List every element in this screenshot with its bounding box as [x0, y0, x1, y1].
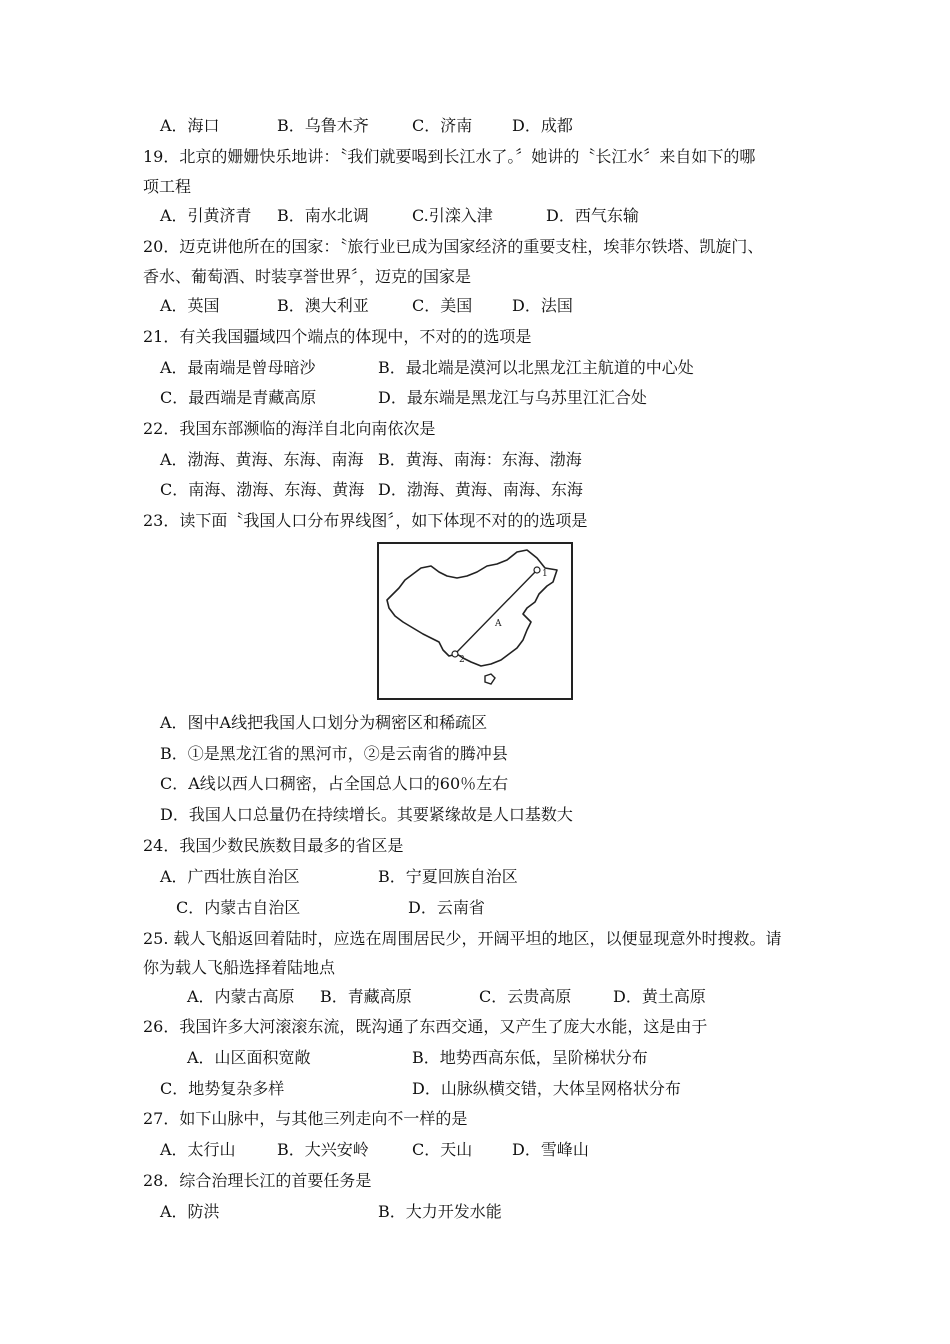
q21-option-c: C．最西端是青藏高原 [160, 388, 317, 407]
q18-option-a: A．海口 [160, 116, 220, 135]
q25-stem-line2: 你为载人飞船选择着陆地点 [143, 958, 336, 977]
q25-option-d: D．黄土高原 [613, 987, 706, 1006]
q25-stem-line1: 25. 载人飞船返回着陆时，应选在周围居民少，开阔平坦的地区，以便显现意外时搜救。请 [143, 929, 782, 948]
q24-option-a: A．广西壮族自治区 [160, 867, 300, 886]
q19-option-b: B．南水北调 [277, 206, 369, 225]
q23-option-a: A．图中A线把我国人口划分为稠密区和稀疏区 [160, 713, 488, 732]
map-label-1: 1 [542, 569, 548, 579]
q24-option-b: B．宁夏回族自治区 [378, 867, 518, 886]
q18-option-c: C．济南 [412, 116, 473, 135]
q22-option-b: B．黄海、南海：东海、渤海 [378, 450, 582, 469]
q22-option-c: C．南海、渤海、东海、黄海 [160, 480, 365, 499]
q19-stem-line2: 项工程 [143, 177, 192, 196]
q20-option-b: B．澳大利亚 [277, 296, 369, 315]
q22-stem: 22．我国东部濒临的海洋自北向南依次是 [143, 419, 436, 438]
q19-option-a: A．引黄济青 [160, 206, 252, 225]
q28-stem: 28．综合治理长江的首要任务是 [143, 1171, 372, 1190]
q27-stem: 27．如下山脉中，与其他三列走向不一样的是 [143, 1109, 468, 1128]
china-population-line-map [377, 542, 573, 700]
q28-option-b: B．大力开发水能 [378, 1202, 502, 1221]
q22-option-d: D．渤海、黄海、南海、东海 [378, 480, 583, 499]
q26-option-a: A．山区面积宽敞 [187, 1048, 311, 1067]
q20-option-c: C．美国 [412, 296, 473, 315]
q27-option-a: A．太行山 [160, 1140, 236, 1159]
q18-option-b: B．乌鲁木齐 [277, 116, 369, 135]
q24-stem: 24．我国少数民族数目最多的省区是 [143, 836, 404, 855]
q23-option-c: C．A线以西人口稠密，占全国总人口的60％左右 [160, 774, 509, 793]
q22-option-a: A．渤海、黄海、东海、南海 [160, 450, 364, 469]
q26-option-d: D．山脉纵横交错，大体呈网格状分布 [412, 1079, 681, 1098]
point-2-marker [452, 651, 458, 657]
q19-option-c: C.引滦入津 [412, 206, 493, 225]
q21-option-d: D．最东端是黑龙江与乌苏里江汇合处 [378, 388, 647, 407]
q25-option-c: C．云贵高原 [479, 987, 572, 1006]
q24-option-c: C．内蒙古自治区 [176, 898, 301, 917]
q25-option-b: B．青藏高原 [320, 987, 412, 1006]
q18-option-d: D．成都 [512, 116, 573, 135]
q19-stem-line1: 19．北京的姗姗快乐地讲：〝我们就要喝到长江水了。〞她讲的〝长江水〞来自如下的哪 [143, 147, 756, 166]
q21-stem: 21．有关我国疆域四个端点的体现中，不对的的选项是 [143, 327, 532, 346]
q24-option-d: D．云南省 [408, 898, 485, 917]
q27-option-c: C．天山 [412, 1140, 473, 1159]
q23-stem: 23．读下面〝我国人口分布界线图〞，如下体现不对的的选项是 [143, 511, 588, 530]
q21-option-a: A．最南端是曾母暗沙 [160, 358, 316, 377]
q25-option-a: A．内蒙古高原 [187, 987, 295, 1006]
q20-option-d: D．法国 [512, 296, 573, 315]
q26-option-b: B．地势西高东低，呈阶梯状分布 [412, 1048, 648, 1067]
q20-option-a: A．英国 [160, 296, 220, 315]
q28-option-a: A．防洪 [160, 1202, 220, 1221]
q26-stem: 26．我国许多大河滚滚东流，既沟通了东西交通，又产生了庞大水能，这是由于 [143, 1017, 708, 1036]
q20-stem-line1: 20．迈克讲他所在的国家：〝旅行业已成为国家经济的重要支柱，埃菲尔铁塔、凯旋门、 [143, 237, 764, 256]
q19-option-d: D．西气东输 [546, 206, 639, 225]
q26-option-c: C．地势复杂多样 [160, 1079, 285, 1098]
q27-option-d: D．雪峰山 [512, 1140, 589, 1159]
q23-option-b: B．①是黑龙江省的黑河市，②是云南省的腾冲县 [160, 744, 508, 763]
map-label-a: A [495, 619, 502, 629]
point-1-marker [534, 567, 540, 573]
q27-option-b: B．大兴安岭 [277, 1140, 369, 1159]
map-label-2: 2 [459, 655, 465, 665]
q23-option-d: D．我国人口总量仍在持续增长。其要紧缘故是人口基数大 [160, 805, 573, 824]
q20-stem-line2: 香水、葡萄酒、时装享誉世界〞，迈克的国家是 [143, 267, 472, 286]
q21-option-b: B．最北端是漠河以北黑龙江主航道的中心处 [378, 358, 694, 377]
